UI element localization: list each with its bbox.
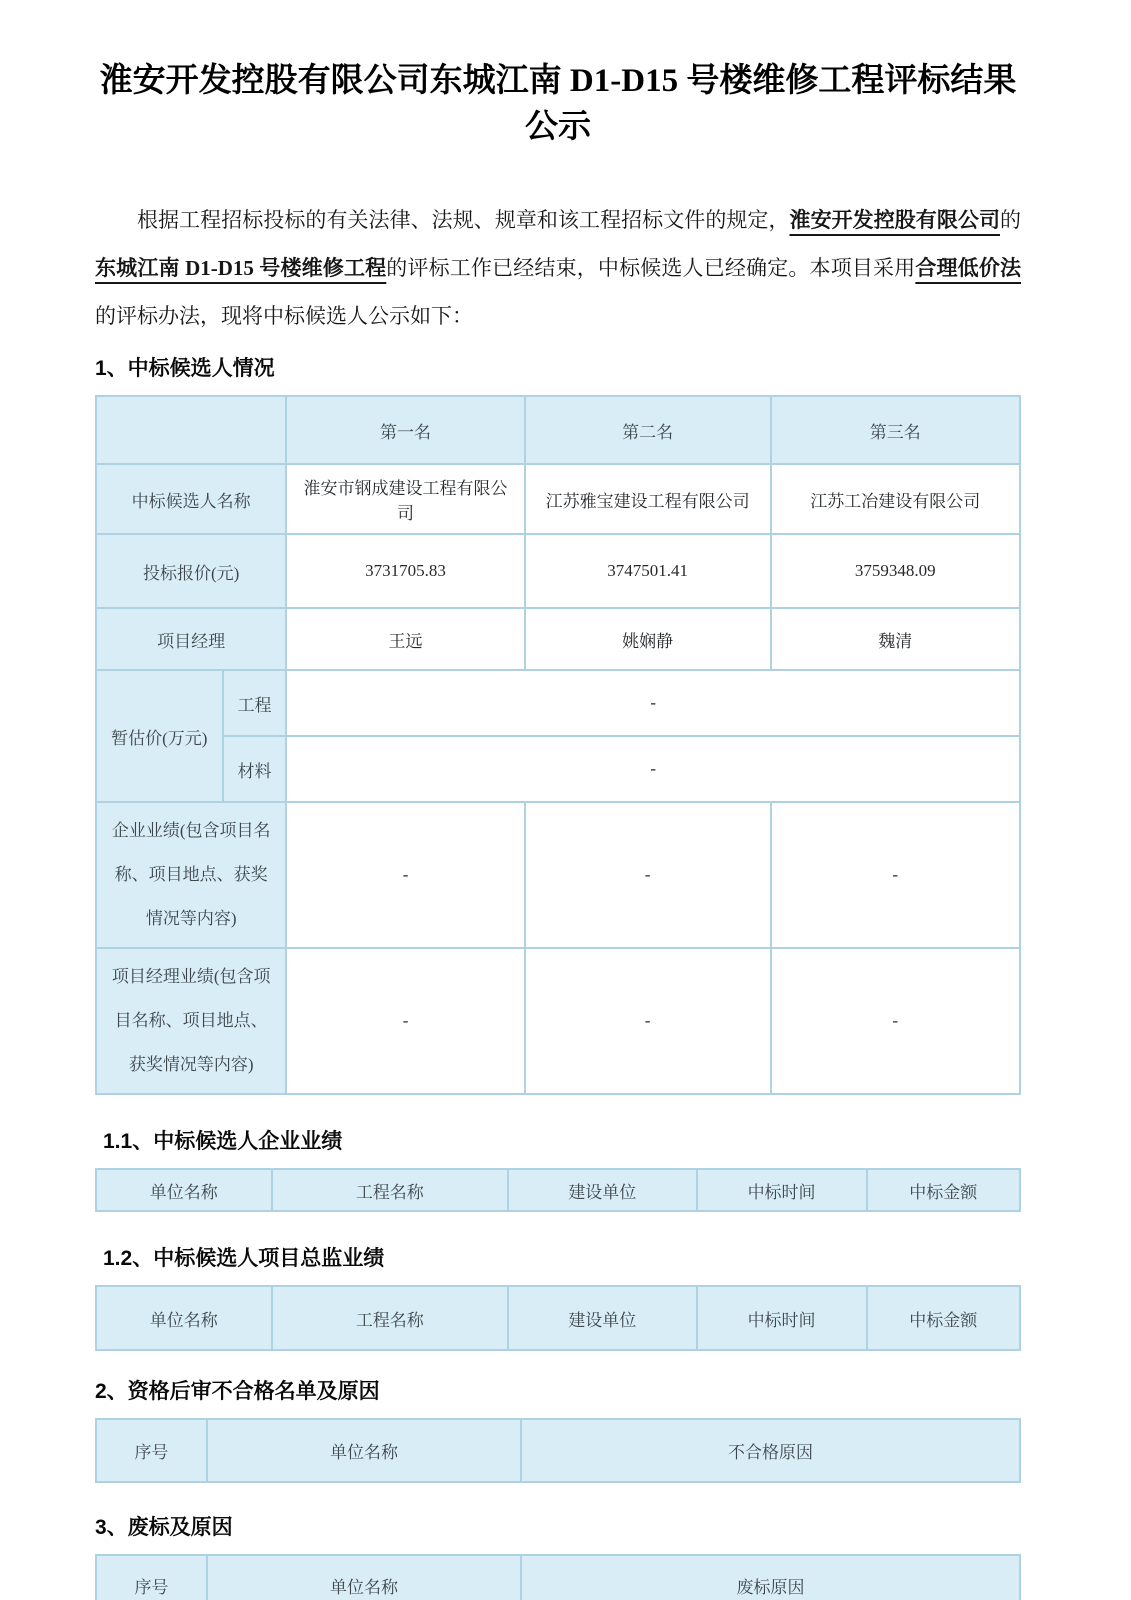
enterprise-performance-row	[96, 802, 1020, 948]
section-1-heading: 1、中标候选人情况	[95, 357, 275, 380]
enterprise-performance-value-2: -	[525, 802, 771, 948]
estimated-price-material-value: -	[286, 736, 1020, 802]
bid-price-value-2: 3747501.41	[525, 534, 771, 608]
intro-text-segment: 的评标工作已经结束，中标候选人已经确定。本项目采用	[386, 256, 916, 280]
section-3-heading: 3、废标及原因	[95, 1516, 233, 1539]
enterprise-performance-table	[95, 1168, 1021, 1212]
rejected-bids-header-row	[96, 1555, 1020, 1600]
intro-text-segment: 的评标办法，现将中标候选人公示如下：	[95, 304, 473, 328]
supervisor-performance-header-row	[96, 1286, 1020, 1350]
bid-price-value-1: 3731705.83	[286, 534, 524, 608]
intro-text-segment: 根据工程招标投标的有关法律、法规、规章和该工程招标文件的规定，	[137, 208, 790, 232]
pm-performance-value-3: -	[771, 948, 1021, 1094]
candidate-name-value-3: 江苏工冶建设有限公司	[771, 464, 1021, 534]
estimated-price-engineering-value: -	[286, 670, 1020, 736]
intro-emphasis-segment: 合理低价法	[915, 256, 1022, 280]
col-construction-unit: 建设单位	[508, 1169, 696, 1211]
project-manager-value-1: 王远	[286, 608, 524, 670]
page-title	[95, 58, 1021, 150]
rank-header-first: 第一名	[286, 396, 524, 464]
col-unit-name: 单位名称	[96, 1286, 272, 1350]
page-title-line-1: 淮安开发控股有限公司东城江南 D1-D15 号楼维修工程评标结果	[99, 63, 1017, 99]
project-manager-label: 项目经理	[96, 608, 286, 670]
candidate-name-value-1: 淮安市钢成建设工程有限公司	[286, 464, 524, 534]
col-construction-unit: 建设单位	[508, 1286, 696, 1350]
enterprise-performance-value-1: -	[286, 802, 524, 948]
estimated-price-material-label: 材料	[223, 736, 287, 802]
col-disqualification-reason: 不合格原因	[521, 1419, 1020, 1482]
bid-price-value-3: 3759348.09	[771, 534, 1021, 608]
section-1-2-heading: 1.2、中标候选人项目总监业绩	[103, 1247, 385, 1270]
project-manager-row	[96, 608, 1020, 670]
project-manager-value-2: 姚娴静	[525, 608, 771, 670]
rank-header-third: 第三名	[771, 396, 1021, 464]
enterprise-performance-label: 企业业绩(包含项目名称、项目地点、获奖情况等内容)	[96, 802, 286, 948]
rank-header-second: 第二名	[525, 396, 771, 464]
col-award-amount: 中标金额	[867, 1286, 1020, 1350]
intro-paragraph	[95, 196, 1021, 340]
enterprise-performance-value-3: -	[771, 802, 1021, 948]
candidates-table	[95, 395, 1021, 1095]
pm-performance-value-2: -	[525, 948, 771, 1094]
intro-emphasis-segment: 淮安开发控股有限公司	[789, 208, 1001, 232]
col-award-amount: 中标金额	[867, 1169, 1020, 1211]
col-award-time: 中标时间	[697, 1286, 867, 1350]
col-project-name: 工程名称	[272, 1169, 509, 1211]
candidate-name-value-2: 江苏雅宝建设工程有限公司	[525, 464, 771, 534]
col-unit-name: 单位名称	[96, 1169, 272, 1211]
pm-performance-row	[96, 948, 1020, 1094]
col-unit-name: 单位名称	[207, 1419, 521, 1482]
enterprise-performance-header-row	[96, 1169, 1020, 1211]
rejected-bids-table	[95, 1554, 1021, 1600]
col-award-time: 中标时间	[697, 1169, 867, 1211]
bid-price-row	[96, 534, 1020, 608]
estimated-price-material-row	[96, 736, 1020, 802]
col-serial-number: 序号	[96, 1419, 207, 1482]
candidate-name-row	[96, 464, 1020, 534]
col-rejection-reason: 废标原因	[521, 1555, 1020, 1600]
section-2-heading: 2、资格后审不合格名单及原因	[95, 1380, 380, 1403]
col-project-name: 工程名称	[272, 1286, 509, 1350]
section-1-1-heading: 1.1、中标候选人企业业绩	[103, 1130, 343, 1153]
pm-performance-value-1: -	[286, 948, 524, 1094]
estimated-price-label: 暂估价(万元)	[96, 670, 223, 802]
supervisor-performance-table	[95, 1285, 1021, 1351]
estimated-price-engineering-label: 工程	[223, 670, 287, 736]
pm-performance-label: 项目经理业绩(包含项目名称、项目地点、获奖情况等内容)	[96, 948, 286, 1094]
project-manager-value-3: 魏清	[771, 608, 1021, 670]
intro-text-segment: 的	[1000, 208, 1022, 232]
candidate-name-label: 中标候选人名称	[96, 464, 286, 534]
disqualified-table	[95, 1418, 1021, 1483]
estimated-price-engineering-row	[96, 670, 1020, 736]
rank-header-row	[96, 396, 1020, 464]
intro-emphasis-segment: 东城江南 D1-D15 号楼维修工程	[95, 256, 387, 280]
page-title-line-2: 公示	[525, 109, 591, 145]
disqualified-header-row	[96, 1419, 1020, 1482]
col-serial-number: 序号	[96, 1555, 207, 1600]
bid-price-label: 投标报价(元)	[96, 534, 286, 608]
corner-cell	[96, 396, 286, 464]
col-unit-name: 单位名称	[207, 1555, 521, 1600]
